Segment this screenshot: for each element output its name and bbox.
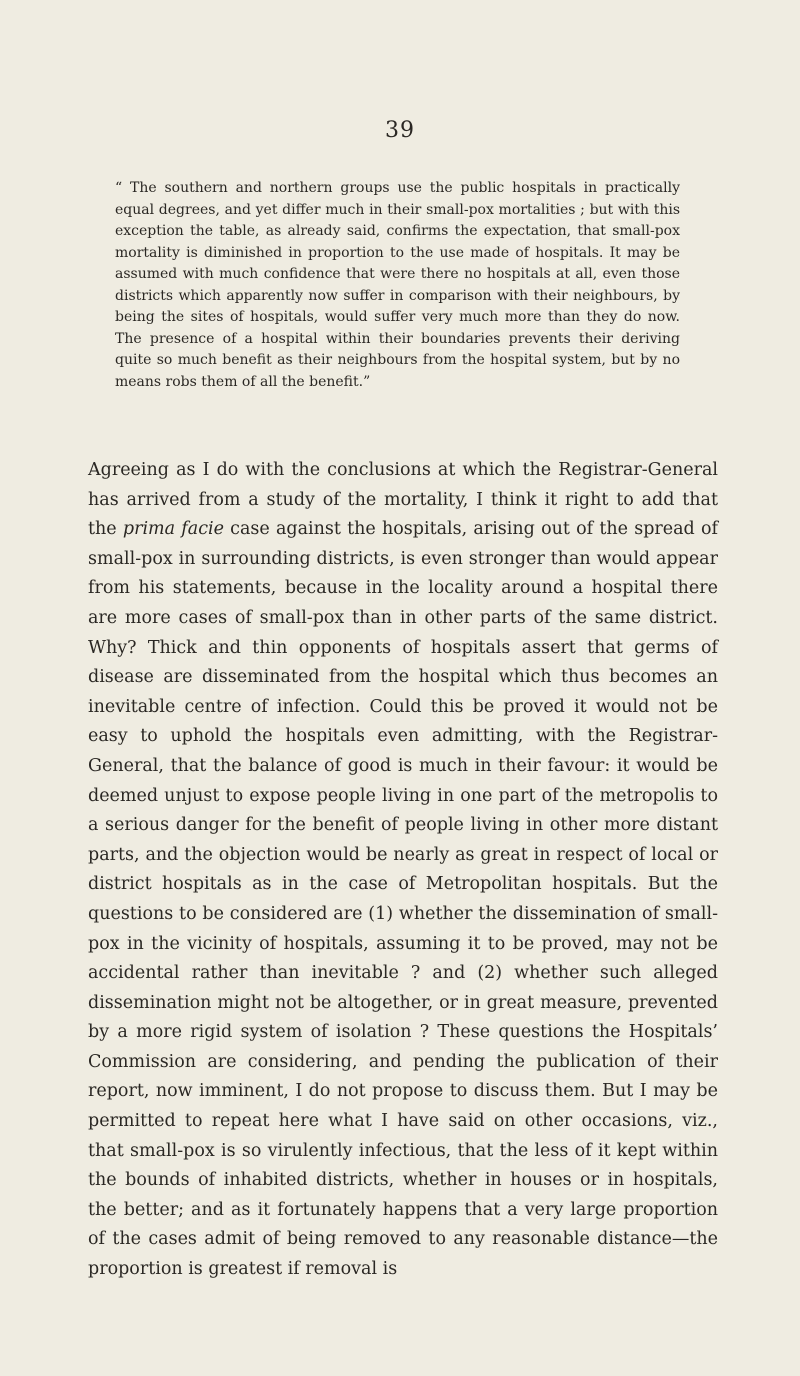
main-paragraph <box>88 456 718 1285</box>
main-text <box>88 456 718 1285</box>
main-paragraph-part-2: case against the hospitals, arising out of the spread of small-pox in surrounding districts, is even stronger than would appear from his statements, because in the locality around a hospital there are more cases of small-pox than in other parts of the same district. Why? Thick and thin opponents of hospitals assert that germs of disease are disseminated from the hospital which thus becomes an inevitable centre of infection. Could this be proved it would not be easy to uphold the hospitals even admitting, with the Registrar-General, that the balance of good is much in their favour: it would be deemed unjust to expose people living in one part of the metropolis to a serious danger for the benefit of people living in other more distant parts, and the objection would be nearly as great in respect of local or district hospitals as in the case of Metropolitan hospitals. But the questions to be considered are (1) whether the dissemination of small-pox in the vicinity of hospitals, assuming it to be proved, may not be accidental rather than inevitable ? and (2) whether such alleged dissemination might not be altogether, or in great measure, prevented by a more rigid system of isolation ? These questions the Hospitals’ Commission are considering, and pending the publication of their report, now imminent, I do not propose to discuss them. But I may be permitted to repeat here what I have said on other occasions, viz., that small-pox is so virulently infectious, that the less of it kept within the bounds of inhabited districts, whether in houses or in hospitals, the better; and as it fortunately happens that a very large proportion of the cases admit of being removed to any reasonable distance—the proportion is greatest if removal is <box>88 519 718 1280</box>
main-paragraph-part-1: Agreeing as I do with the conclusions at which the Registrar-General has arrived from a study of the mortality, I think it right to add that the <box>88 460 718 540</box>
italic-phrase: prima facie <box>122 519 224 540</box>
quotation-text: “ The southern and northern groups use the public hospitals in practically equal degrees, and yet differ much in their small-pox mortalities ; but with this exception the table, as already said, confirms the expectation, that small-pox mortality is diminished in proportion to the use made of hospitals. It may be assumed with much confidence that were there no hospitals at all, even those districts which apparently now suffer in comparison with their neighbours, by being the sites of hospitals, would suffer very much more than they do now. The presence of a hospital within their boundaries prevents their deriving quite so much benefit as their neighbours from the hospital system, but by no means robs them of all the benefit.” <box>115 180 680 390</box>
page-number: 39 <box>385 118 415 143</box>
quotation-block <box>115 178 680 393</box>
